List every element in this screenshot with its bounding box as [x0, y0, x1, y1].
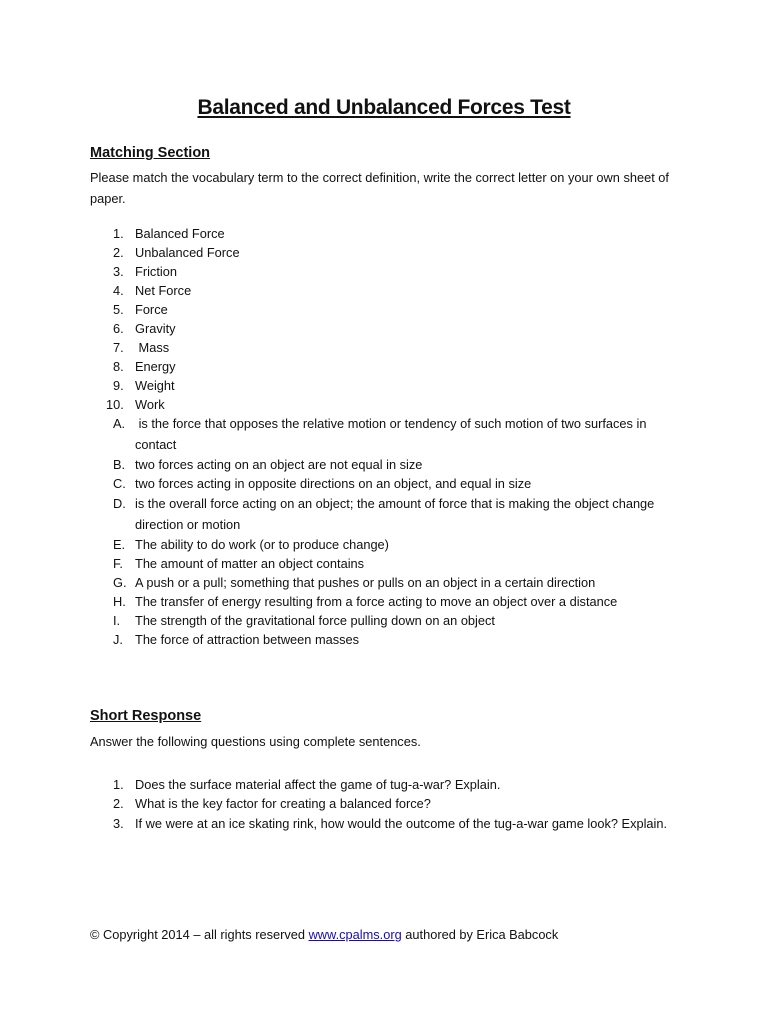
term-number: 1. — [113, 226, 124, 241]
list-item — [90, 775, 690, 794]
page-title: Balanced and Unbalanced Forces Test — [197, 96, 571, 119]
list-item — [90, 413, 690, 455]
list-item — [90, 813, 690, 834]
term-text: Net Force — [135, 283, 192, 298]
list-item — [90, 319, 690, 338]
definition-text: The amount of matter an object contains — [135, 556, 365, 571]
matching-section-heading: Matching Section — [90, 145, 211, 161]
copyright-text: © Copyright 2014 – all rights reserved — [90, 927, 309, 942]
copyright-footer — [90, 927, 558, 942]
list-item — [90, 224, 690, 243]
list-item — [90, 376, 690, 395]
list-item — [90, 611, 690, 630]
term-number: 5. — [113, 302, 124, 317]
term-text: Weight — [135, 378, 175, 393]
question-text: Does the surface material affect the game of tug-a-war? Explain. — [135, 777, 501, 792]
definition-letter: A. — [113, 416, 126, 431]
term-number: 7. — [113, 340, 124, 355]
question-number: 3. — [113, 816, 124, 831]
definition-text: two forces acting on an object are not equal in size — [135, 457, 423, 472]
cpalms-link[interactable]: www.cpalms.org — [308, 927, 402, 942]
list-item — [90, 573, 690, 592]
term-number: 2. — [113, 245, 124, 260]
short-response-heading: Short Response — [90, 708, 202, 724]
definition-text: The strength of the gravitational force pulling down on an object — [135, 613, 495, 628]
definition-letter: J. — [113, 632, 123, 647]
list-item — [90, 455, 690, 474]
term-number: 4. — [113, 283, 124, 298]
definition-letter: G. — [113, 575, 127, 590]
definition-letter: I. — [113, 613, 121, 628]
definition-letter: C. — [113, 476, 126, 491]
list-item — [90, 554, 690, 573]
definition-text: is the force that opposes the relative motion or tendency of such motion of two surfaces in contact — [135, 416, 651, 452]
definition-letter: D. — [113, 496, 126, 511]
definition-letter: B. — [113, 457, 126, 472]
term-text: Unbalanced Force — [135, 245, 240, 260]
term-text: Gravity — [135, 321, 176, 336]
question-number: 1. — [113, 777, 124, 792]
definition-text: is the overall force acting on an object; the amount of force that is making the object change direction or motion — [135, 496, 655, 532]
term-number: 6. — [113, 321, 124, 336]
list-item — [90, 243, 690, 262]
list-item — [90, 281, 690, 300]
list-item — [90, 262, 690, 281]
term-number: 9. — [113, 378, 124, 393]
list-item — [90, 535, 690, 554]
definition-text: two forces acting in opposite directions on an object, and equal in size — [135, 476, 532, 491]
definition-letter: E. — [113, 537, 126, 552]
definition-text: A push or a pull; something that pushes or pulls on an object in a certain direction — [135, 575, 596, 590]
definition-text: The transfer of energy resulting from a force acting to move an object over a distance — [135, 594, 618, 609]
list-item — [90, 357, 690, 376]
term-number: 8. — [113, 359, 124, 374]
term-text: Balanced Force — [135, 226, 225, 241]
list-item — [90, 630, 690, 649]
short-response-instructions: Answer the following questions using complete sentences. — [90, 734, 421, 749]
list-item — [90, 300, 690, 319]
definition-list — [90, 413, 690, 649]
author-credit: authored by Erica Babcock — [401, 927, 559, 942]
list-item — [90, 794, 690, 813]
list-item — [90, 592, 690, 611]
term-text: Mass — [135, 340, 170, 355]
vocabulary-term-list — [90, 224, 690, 414]
term-number: 10. — [106, 397, 124, 412]
list-item — [90, 338, 690, 357]
definition-letter: F. — [113, 556, 123, 571]
term-text: Work — [135, 397, 165, 412]
list-item — [90, 493, 690, 535]
term-text: Energy — [135, 359, 176, 374]
question-number: 2. — [113, 796, 124, 811]
list-item — [90, 395, 690, 414]
term-text: Friction — [135, 264, 177, 279]
term-text: Force — [135, 302, 168, 317]
question-text: If we were at an ice skating rink, how would the outcome of the tug-a-war game look? Explain. — [135, 816, 668, 831]
list-item — [90, 474, 690, 493]
term-number: 3. — [113, 264, 124, 279]
definition-text: The force of attraction between masses — [135, 632, 360, 647]
question-text: What is the key factor for creating a balanced force? — [135, 796, 431, 811]
matching-instructions: Please match the vocabulary term to the correct definition, write the correct letter on your own sheet of paper. — [90, 170, 669, 206]
definition-text: The ability to do work (or to produce change) — [135, 537, 389, 552]
short-response-question-list — [90, 775, 690, 834]
definition-letter: H. — [113, 594, 126, 609]
